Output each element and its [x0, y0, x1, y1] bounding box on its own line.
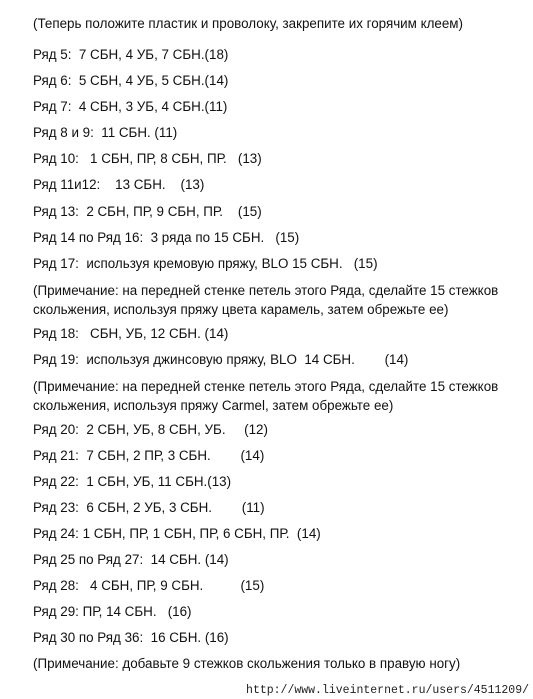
row-line: Ряд 21: 7 СБН, 2 ПР, 3 СБН. (14)	[33, 448, 265, 463]
intro-note: (Теперь положите пластик и проволоку, закрепите их горячим клеем)	[33, 16, 463, 31]
final-note: (Примечание: добавьте 9 стежков скольжения только в правую ногу)	[33, 656, 461, 671]
row-line: Ряд 8 и 9: 11 СБН. (11)	[33, 125, 178, 140]
row-line: Ряд 11и12: 13 СБН. (13)	[33, 177, 205, 192]
row-line: Ряд 30 по Ряд 36: 16 СБН. (16)	[33, 630, 229, 645]
row-line: Ряд 7: 4 СБН, 3 УБ, 4 СБН.(11)	[33, 99, 228, 114]
row-line: Ряд 18: СБН, УБ, 12 СБН. (14)	[33, 326, 229, 341]
row-line: Ряд 17: используя кремовую пряжу, BLO 15 СБН. (15)	[33, 256, 378, 271]
row-line: Ряд 29: ПР, 14 СБН. (16)	[33, 604, 192, 619]
watermark-url: http://www.liveinternet.ru/users/4511209/	[246, 684, 529, 697]
row-line: Ряд 20: 2 СБН, УБ, 8 СБН, УБ. (12)	[33, 422, 268, 437]
row-line: Ряд 23: 6 СБН, 2 УБ, 3 СБН. (11)	[33, 500, 265, 515]
row-line: Ряд 10: 1 СБН, ПР, 8 СБН, ПР. (13)	[33, 151, 262, 166]
row-line: Ряд 19: используя джинсовую пряжу, BLO 14 СБН. (14)	[33, 352, 409, 367]
row-line: Ряд 13: 2 СБН, ПР, 9 СБН, ПР. (15)	[33, 204, 262, 219]
row-line: Ряд 14 по Ряд 16: 3 ряда по 15 СБН. (15)	[33, 230, 300, 245]
note-paragraph: (Примечание: на передней стенке петель этого Ряда, сделайте 15 стежков скольжения, используя пряжу цвета карамель, затем обрежьте ее)	[33, 283, 499, 317]
row-line: Ряд 24: 1 СБН, ПР, 1 СБН, ПР, 6 СБН, ПР. (14)	[33, 526, 321, 541]
row-line: Ряд 25 по Ряд 27: 14 СБН. (14)	[33, 552, 229, 567]
row-line: Ряд 28: 4 СБН, ПР, 9 СБН. (15)	[33, 578, 265, 593]
row-line: Ряд 22: 1 СБН, УБ, 11 СБН.(13)	[33, 474, 232, 489]
note-paragraph: (Примечание: на передней стенке петель этого Ряда, сделайте 15 стежков скольжения, используя пряжу Carmel, затем обрежьте ее)	[33, 379, 499, 413]
row-line: Ряд 5: 7 СБН, 4 УБ, 7 СБН.(18)	[33, 47, 229, 62]
row-line: Ряд 6: 5 СБН, 4 УБ, 5 СБН.(14)	[33, 73, 229, 88]
